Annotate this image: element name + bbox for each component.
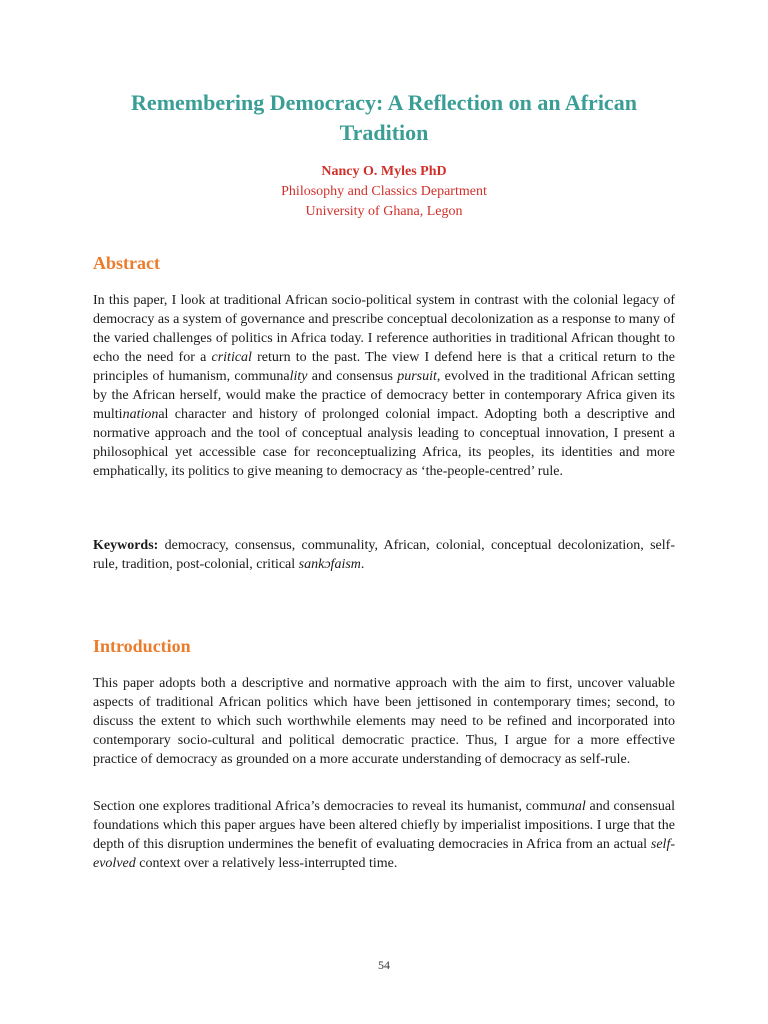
abstract-text-part2: return to the past. The view I defend here is that a critical return to the principles of humanism, communa	[93, 350, 675, 384]
abstract-text-part3: and consensus	[307, 369, 398, 384]
introduction-paragraph-2	[93, 797, 675, 873]
abstract-text	[93, 291, 675, 481]
author-department: Philosophy and Classics Department	[281, 184, 487, 199]
abstract-italic-nation: nation	[122, 407, 159, 422]
abstract-italic-critical: critical	[211, 350, 252, 365]
keywords-end: .	[360, 557, 365, 572]
abstract-text-part5: al character and history of prolonged colonial impact. Adopting both a descriptive and normative approach and the tool of conceptual analysis leading to conceptual innovation, I present a philosophical yet accessible case for reconceptualizing Africa, its peoples, its identities and more emphatically, its politics to give meaning to democracy as ‘the-people-centred’ rule.	[93, 407, 675, 479]
paper-title: Remembering Democracy: A Reflection on an African Tradition	[131, 90, 637, 145]
abstract-text-part1: In this paper, I look at traditional African socio-political system in contrast with the colonial legacy of democracy as a system of governance and prescribe conceptual decolonization as a response to many of the varied challenges of politics in Africa today. I reference authorities in traditional African thought to echo the need for a	[93, 293, 675, 365]
author-university: University of Ghana, Legon	[305, 204, 463, 219]
keywords	[93, 536, 675, 574]
introduction-heading: Introduction	[93, 636, 191, 656]
abstract-heading: Abstract	[93, 253, 160, 273]
intro-p2-italic-nal: nal	[567, 799, 586, 814]
author-block	[93, 162, 675, 222]
introduction-paragraph-1: This paper adopts both a descriptive and normative approach with the aim to first, uncover valuable aspects of traditional African politics which have been jettisoned in contemporary times; second, to discuss the extent to which such worthwhile elements may need to be refined and incorporated into contemporary socio-cultural and political democratic practice. Thus, I argue for a more effective practice of democracy as grounded on a more accurate understanding of democracy as self-rule.	[93, 676, 675, 767]
intro-p2-part3: context over a relatively less-interrupted time.	[135, 856, 398, 871]
author-name: Nancy O. Myles PhD	[321, 164, 447, 179]
abstract-text-part4: , evolved in the traditional African setting by the African herself, would make the practice of democracy better in contemporary Africa given its multi	[93, 369, 675, 422]
page-number: 54	[378, 958, 390, 972]
keywords-label: Keywords:	[93, 538, 159, 553]
abstract-italic-pursuit: pursuit	[397, 369, 437, 384]
keywords-list: democracy, consensus, communality, African, colonial, conceptual decolonization, self-rule, tradition, post-colonial, critical	[93, 538, 675, 572]
intro-p2-italic-self-evolved: self-evolved	[93, 837, 675, 871]
intro-p2-part1: Section one explores traditional Africa’s democracies to reveal its humanist, commu	[93, 799, 568, 814]
abstract-italic-lity: lity	[289, 369, 308, 384]
intro-p2-part2: and consensual foundations which this paper argues have been altered chiefly by imperialist impositions. I urge that the depth of this disruption undermines the benefit of evaluating democracies in Africa from an actual	[93, 799, 675, 852]
keywords-italic-term: sankɔfaism	[298, 557, 361, 572]
